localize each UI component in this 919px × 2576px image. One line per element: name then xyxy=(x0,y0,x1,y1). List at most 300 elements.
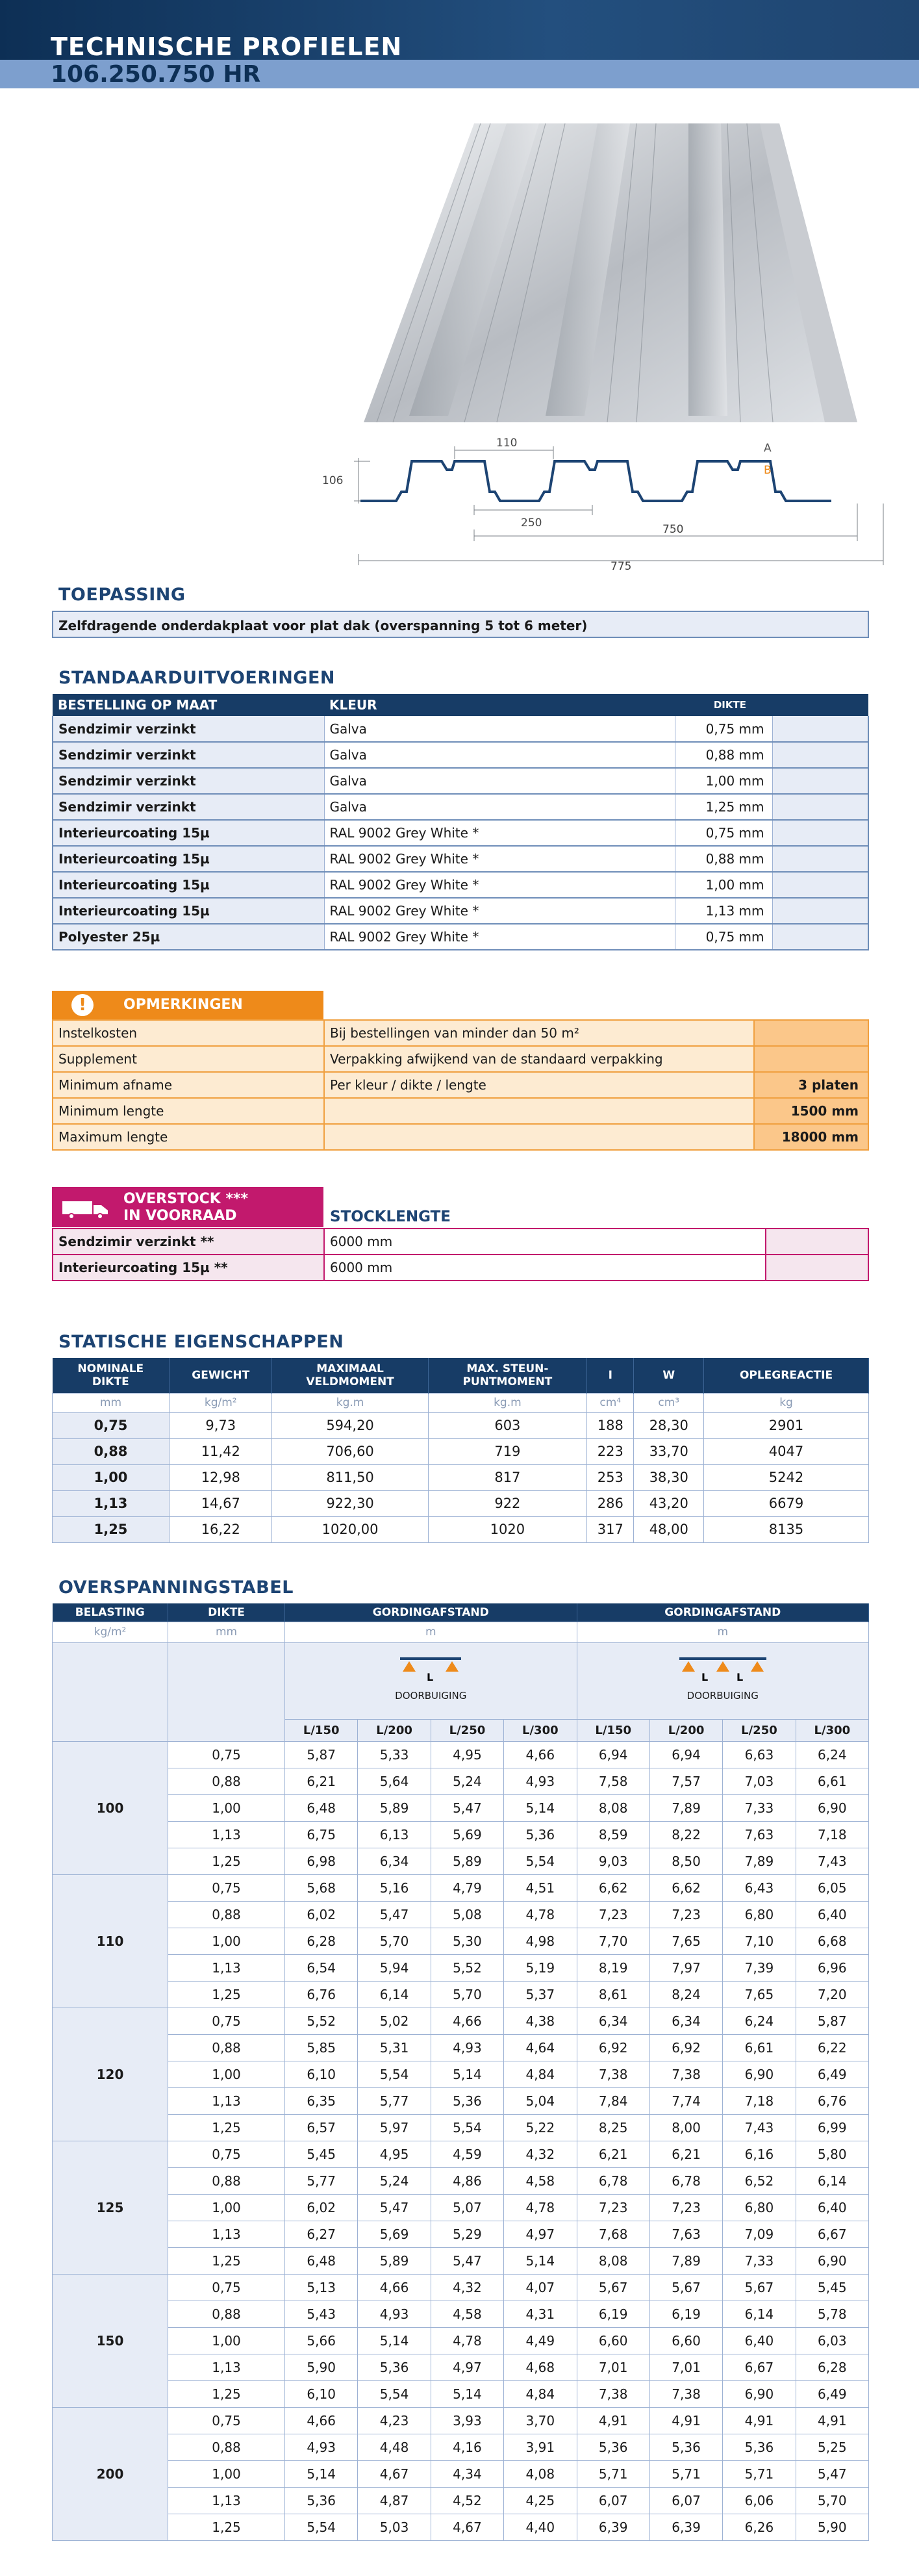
span-value: 3,93 xyxy=(431,2407,503,2434)
opm-cell-value: 1500 mm xyxy=(754,1098,868,1124)
span-value: 6,54 xyxy=(285,1954,358,1981)
span-value: 4,91 xyxy=(577,2407,649,2434)
span-value: 5,30 xyxy=(431,1928,503,1954)
span-value: 4,58 xyxy=(504,2167,577,2194)
overstock-title xyxy=(123,1191,248,1225)
span-value: 6,21 xyxy=(649,2141,722,2167)
stat-header xyxy=(170,1358,272,1393)
span-value: 5,54 xyxy=(358,2380,431,2407)
span-value: 4,95 xyxy=(431,1741,503,1768)
span-empty xyxy=(168,1642,285,1741)
span-value: 5,08 xyxy=(431,1901,503,1928)
span-value: 4,66 xyxy=(431,2008,503,2034)
std-row xyxy=(53,742,868,768)
std-header-empty xyxy=(772,694,868,716)
span-limit: L/200 xyxy=(358,1719,431,1741)
span-value: 7,23 xyxy=(649,2194,722,2221)
span-value: 6,28 xyxy=(796,2354,868,2380)
span-value: 4,31 xyxy=(504,2301,577,2327)
span-value: 4,91 xyxy=(723,2407,796,2434)
span-value: 6,39 xyxy=(649,2514,722,2540)
std-cell-bestelling: Sendzimir verzinkt xyxy=(53,716,324,742)
span-value: 5,54 xyxy=(285,2514,358,2540)
span-value: 6,48 xyxy=(285,2247,358,2274)
span-value: 6,99 xyxy=(796,2114,868,2141)
opm-row xyxy=(53,1072,868,1098)
span-value: 6,96 xyxy=(796,1954,868,1981)
span-row xyxy=(53,1741,869,1768)
span-value: 6,10 xyxy=(285,2380,358,2407)
span-value: 5,45 xyxy=(285,2141,358,2167)
span-value: 5,33 xyxy=(358,1741,431,1768)
stat-cell: 12,98 xyxy=(170,1464,272,1490)
span-value: 5,24 xyxy=(358,2167,431,2194)
span-dikte: 1,25 xyxy=(168,2247,285,2274)
span-value: 4,95 xyxy=(358,2141,431,2167)
stat-cell: 8135 xyxy=(704,1516,869,1542)
span-value: 6,49 xyxy=(796,2061,868,2087)
span-header-dikte: DIKTE xyxy=(168,1603,285,1622)
span-value: 4,93 xyxy=(504,1768,577,1794)
span-row xyxy=(53,2008,869,2034)
span-value: 5,54 xyxy=(504,1848,577,1874)
span-value: 7,39 xyxy=(723,1954,796,1981)
span-limit: L/300 xyxy=(504,1719,577,1741)
span-value: 6,06 xyxy=(723,2487,796,2514)
span-row xyxy=(53,2380,869,2407)
span-value: 7,43 xyxy=(723,2114,796,2141)
stat-cell: 1,25 xyxy=(53,1516,170,1542)
span-value: 6,34 xyxy=(577,2008,649,2034)
span-limit: L/150 xyxy=(577,1719,649,1741)
span-diagram-cell xyxy=(577,1642,869,1719)
span-value: 6,40 xyxy=(796,2194,868,2221)
span-dikte: 1,25 xyxy=(168,2514,285,2540)
span-value: 4,08 xyxy=(504,2460,577,2487)
span-value: 5,71 xyxy=(577,2460,649,2487)
span-value: 6,19 xyxy=(577,2301,649,2327)
stat-header-line1: W xyxy=(662,1368,675,1382)
span-row xyxy=(53,2061,869,2087)
span-value: 8,59 xyxy=(577,1821,649,1848)
span-value: 5,89 xyxy=(431,1848,503,1874)
std-row xyxy=(53,768,868,794)
span-value: 7,23 xyxy=(577,1901,649,1928)
std-cell-kleur: RAL 9002 Grey White * xyxy=(324,820,675,846)
std-cell-kleur: Galva xyxy=(324,716,675,742)
span-value: 5,14 xyxy=(431,2380,503,2407)
span-value: 6,24 xyxy=(796,1741,868,1768)
support-diagram-icon-single xyxy=(395,1647,466,1686)
opm-cell-label: Minimum afname xyxy=(53,1072,324,1098)
stat-cell: 706,60 xyxy=(272,1438,428,1464)
span-value: 5,14 xyxy=(431,2061,503,2087)
span-value: 7,65 xyxy=(723,1981,796,2008)
span-value: 6,63 xyxy=(723,1741,796,1768)
stat-header-line1: MAXIMAAL xyxy=(316,1362,384,1375)
span-value: 4,66 xyxy=(358,2274,431,2301)
statisch-table xyxy=(52,1358,869,1543)
span-value: 6,34 xyxy=(649,2008,722,2034)
span-value: 5,14 xyxy=(285,2460,358,2487)
span-value: 9,03 xyxy=(577,1848,649,1874)
span-value: 6,21 xyxy=(285,1768,358,1794)
span-dikte: 1,13 xyxy=(168,2221,285,2247)
span-value: 6,94 xyxy=(577,1741,649,1768)
span-value: 4,67 xyxy=(358,2460,431,2487)
stat-header xyxy=(634,1358,704,1393)
opm-cell-label: Minimum lengte xyxy=(53,1098,324,1124)
span-value: 5,78 xyxy=(796,2301,868,2327)
stat-row xyxy=(53,1412,869,1438)
opm-row xyxy=(53,1020,868,1046)
span-dikte: 1,00 xyxy=(168,2327,285,2354)
std-cell-kleur: RAL 9002 Grey White * xyxy=(324,924,675,950)
std-row xyxy=(53,716,868,742)
span-value: 8,00 xyxy=(649,2114,722,2141)
span-row xyxy=(53,2327,869,2354)
span-load: 150 xyxy=(53,2274,168,2407)
stat-cell: 28,30 xyxy=(634,1412,704,1438)
span-dikte: 1,00 xyxy=(168,2061,285,2087)
stat-header xyxy=(53,1358,170,1393)
span-value: 5,13 xyxy=(285,2274,358,2301)
span-row xyxy=(53,1768,869,1794)
span-dikte: 1,25 xyxy=(168,2380,285,2407)
span-value: 5,36 xyxy=(577,2434,649,2460)
span-diagram-label: DOORBUIGING xyxy=(395,1689,467,1702)
span-value: 6,03 xyxy=(796,2327,868,2354)
span-value: 5,89 xyxy=(358,2247,431,2274)
span-value: 6,78 xyxy=(577,2167,649,2194)
span-value: 6,27 xyxy=(285,2221,358,2247)
span-value: 6,28 xyxy=(285,1928,358,1954)
span-row xyxy=(53,2167,869,2194)
span-value: 6,76 xyxy=(796,2087,868,2114)
span-value: 4,16 xyxy=(431,2434,503,2460)
span-row xyxy=(53,2087,869,2114)
span-value: 4,84 xyxy=(504,2380,577,2407)
span-dikte: 1,00 xyxy=(168,1928,285,1954)
overstock-row xyxy=(53,1255,868,1281)
span-value: 5,16 xyxy=(358,1874,431,1901)
span-row xyxy=(53,2460,869,2487)
span-value: 5,14 xyxy=(504,1794,577,1821)
std-cell-kleur: RAL 9002 Grey White * xyxy=(324,872,675,898)
span-load: 125 xyxy=(53,2141,168,2274)
std-cell-bestelling: Polyester 25µ xyxy=(53,924,324,950)
span-value: 7,01 xyxy=(649,2354,722,2380)
span-value: 6,90 xyxy=(796,2247,868,2274)
span-value: 7,63 xyxy=(649,2221,722,2247)
std-cell-kleur: Galva xyxy=(324,742,675,768)
span-value: 4,38 xyxy=(504,2008,577,2034)
profile-section-drawing xyxy=(322,432,896,573)
stat-units-row xyxy=(53,1393,869,1412)
span-value: 7,09 xyxy=(723,2221,796,2247)
overstock-row xyxy=(53,1229,868,1255)
span-dikte: 0,75 xyxy=(168,2141,285,2167)
span-value: 8,50 xyxy=(649,1848,722,1874)
stat-header-line1: NOMINALE xyxy=(77,1362,144,1375)
span-row xyxy=(53,2301,869,2327)
span-row xyxy=(53,2487,869,2514)
span-limit: L/250 xyxy=(723,1719,796,1741)
span-dikte: 1,13 xyxy=(168,2487,285,2514)
span-value: 6,60 xyxy=(577,2327,649,2354)
stat-header-line2: PUNTMOMENT xyxy=(462,1375,553,1388)
stat-header xyxy=(587,1358,634,1393)
span-value: 4,25 xyxy=(504,2487,577,2514)
truck-icon xyxy=(61,1199,110,1219)
span-value: 6,07 xyxy=(649,2487,722,2514)
span-dikte: 0,88 xyxy=(168,2301,285,2327)
overstock-cell-length: 6000 mm xyxy=(324,1255,766,1281)
span-value: 7,38 xyxy=(649,2380,722,2407)
span-dikte: 0,88 xyxy=(168,1768,285,1794)
span-value: 5,77 xyxy=(358,2087,431,2114)
span-value: 8,22 xyxy=(649,1821,722,1848)
std-cell-empty xyxy=(772,898,868,924)
span-value: 5,29 xyxy=(431,2221,503,2247)
opm-cell-desc xyxy=(324,1098,754,1124)
span-length-letter: L xyxy=(736,1670,743,1683)
stocklengte-label: STOCKLENGTE xyxy=(330,1208,451,1225)
span-value: 7,58 xyxy=(577,1768,649,1794)
std-row xyxy=(53,924,868,950)
std-cell-empty xyxy=(772,924,868,950)
span-row xyxy=(53,1928,869,1954)
span-load: 110 xyxy=(53,1874,168,2008)
span-value: 5,45 xyxy=(796,2274,868,2301)
span-value: 5,80 xyxy=(796,2141,868,2167)
span-value: 4,66 xyxy=(504,1741,577,1768)
std-cell-empty xyxy=(772,742,868,768)
std-cell-empty xyxy=(772,820,868,846)
span-dikte: 1,13 xyxy=(168,2087,285,2114)
span-dikte: 0,88 xyxy=(168,1901,285,1928)
span-value: 6,40 xyxy=(723,2327,796,2354)
toepassing-text: Zelfdragende onderdakplaat voor plat dak (overspanning 5 tot 6 meter) xyxy=(58,618,588,633)
stat-header-line1: MAX. STEUN- xyxy=(466,1362,549,1375)
span-value: 7,23 xyxy=(649,1901,722,1928)
std-cell-bestelling: Interieurcoating 15µ xyxy=(53,872,324,898)
span-value: 7,10 xyxy=(723,1928,796,1954)
span-value: 4,67 xyxy=(431,2514,503,2540)
span-value: 5,64 xyxy=(358,1768,431,1794)
stat-cell: 38,30 xyxy=(634,1464,704,1490)
span-value: 5,66 xyxy=(285,2327,358,2354)
span-row xyxy=(53,1874,869,1901)
stat-cell: 6679 xyxy=(704,1490,869,1516)
span-value: 7,63 xyxy=(723,1821,796,1848)
dim-106: 106 xyxy=(322,474,344,487)
std-cell-bestelling: Sendzimir verzinkt xyxy=(53,742,324,768)
span-value: 5,69 xyxy=(358,2221,431,2247)
span-value: 6,07 xyxy=(577,2487,649,2514)
toepassing-box xyxy=(52,611,869,638)
span-value: 6,94 xyxy=(649,1741,722,1768)
span-value: 7,18 xyxy=(796,1821,868,1848)
span-row xyxy=(53,1954,869,1981)
stat-header-line1: OPLEGREACTIE xyxy=(739,1368,833,1382)
span-value: 5,47 xyxy=(358,2194,431,2221)
span-value: 4,91 xyxy=(649,2407,722,2434)
overstock-cell-length: 6000 mm xyxy=(324,1229,766,1255)
statisch-title: STATISCHE EIGENSCHAPPEN xyxy=(58,1332,344,1352)
span-value: 4,84 xyxy=(504,2061,577,2087)
span-value: 6,02 xyxy=(285,2194,358,2221)
opmerkingen-header xyxy=(52,991,323,1019)
span-value: 4,32 xyxy=(431,2274,503,2301)
stat-cell: 9,73 xyxy=(170,1412,272,1438)
stat-cell: 253 xyxy=(587,1464,634,1490)
stat-cell: 223 xyxy=(587,1438,634,1464)
opm-cell-desc: Bij bestellingen van minder dan 50 m² xyxy=(324,1020,754,1046)
span-value: 6,16 xyxy=(723,2141,796,2167)
span-value: 4,64 xyxy=(504,2034,577,2061)
span-value: 4,78 xyxy=(431,2327,503,2354)
span-value: 7,38 xyxy=(577,2061,649,2087)
span-value: 5,19 xyxy=(504,1954,577,1981)
span-value: 5,47 xyxy=(796,2460,868,2487)
stat-cell: 922 xyxy=(428,1490,586,1516)
stat-cell: 817 xyxy=(428,1464,586,1490)
stat-unit: kg/m² xyxy=(170,1393,272,1412)
toepassing-title: TOEPASSING xyxy=(58,585,186,605)
span-value: 6,14 xyxy=(796,2167,868,2194)
span-value: 4,49 xyxy=(504,2327,577,2354)
span-dikte: 0,75 xyxy=(168,2274,285,2301)
span-dikte: 1,25 xyxy=(168,1848,285,1874)
span-row xyxy=(53,1901,869,1928)
span-value: 5,14 xyxy=(504,2247,577,2274)
span-value: 7,38 xyxy=(649,2061,722,2087)
span-dikte: 0,88 xyxy=(168,2034,285,2061)
std-cell-dikte: 0,88 mm xyxy=(675,742,772,768)
stat-row xyxy=(53,1516,869,1542)
span-dikte: 1,25 xyxy=(168,2114,285,2141)
span-value: 7,89 xyxy=(723,1848,796,1874)
stat-header-line1: I xyxy=(608,1368,612,1382)
span-value: 5,71 xyxy=(649,2460,722,2487)
stat-cell: 0,88 xyxy=(53,1438,170,1464)
span-value: 6,90 xyxy=(723,2061,796,2087)
span-row xyxy=(53,1794,869,1821)
std-cell-bestelling: Interieurcoating 15µ xyxy=(53,898,324,924)
span-value: 8,24 xyxy=(649,1981,722,2008)
stat-header-line2: VELDMOMENT xyxy=(306,1375,394,1388)
span-row xyxy=(53,2034,869,2061)
span-row xyxy=(53,2407,869,2434)
span-value: 4,32 xyxy=(504,2141,577,2167)
stat-cell: 188 xyxy=(587,1412,634,1438)
stat-cell: 14,67 xyxy=(170,1490,272,1516)
stat-cell: 317 xyxy=(587,1516,634,1542)
span-dikte: 0,75 xyxy=(168,1741,285,1768)
span-value: 7,57 xyxy=(649,1768,722,1794)
span-limit: L/150 xyxy=(285,1719,358,1741)
span-value: 5,97 xyxy=(358,2114,431,2141)
span-value: 4,51 xyxy=(504,1874,577,1901)
span-value: 5,04 xyxy=(504,2087,577,2114)
span-value: 5,47 xyxy=(431,1794,503,1821)
page-header xyxy=(0,0,919,90)
stat-cell: 603 xyxy=(428,1412,586,1438)
label-b: B xyxy=(764,464,772,477)
span-unit: m xyxy=(285,1622,577,1642)
std-row xyxy=(53,898,868,924)
stat-header xyxy=(428,1358,586,1393)
span-value: 5,22 xyxy=(504,2114,577,2141)
span-dikte: 1,13 xyxy=(168,2354,285,2380)
span-value: 5,85 xyxy=(285,2034,358,2061)
span-row xyxy=(53,2274,869,2301)
span-value: 6,02 xyxy=(285,1901,358,1928)
span-value: 5,67 xyxy=(649,2274,722,2301)
span-value: 5,71 xyxy=(723,2460,796,2487)
span-value: 7,23 xyxy=(577,2194,649,2221)
span-value: 5,90 xyxy=(285,2354,358,2380)
span-dikte: 1,00 xyxy=(168,2194,285,2221)
span-value: 5,70 xyxy=(796,2487,868,2514)
span-value: 6,13 xyxy=(358,1821,431,1848)
span-empty xyxy=(53,1642,168,1741)
span-value: 5,43 xyxy=(285,2301,358,2327)
stat-cell: 4047 xyxy=(704,1438,869,1464)
span-value: 7,33 xyxy=(723,1794,796,1821)
span-value: 4,68 xyxy=(504,2354,577,2380)
overstock-cell-empty xyxy=(766,1229,868,1255)
opm-cell-desc xyxy=(324,1124,754,1150)
span-value: 7,65 xyxy=(649,1928,722,1954)
span-value: 6,05 xyxy=(796,1874,868,1901)
span-units-row xyxy=(53,1622,869,1642)
span-value: 4,79 xyxy=(431,1874,503,1901)
span-value: 5,03 xyxy=(358,2514,431,2540)
span-value: 5,94 xyxy=(358,1954,431,1981)
stat-unit: cm⁴ xyxy=(587,1393,634,1412)
opm-cell-desc: Per kleur / dikte / lengte xyxy=(324,1072,754,1098)
span-header-gording2: GORDINGAFSTAND xyxy=(577,1603,869,1622)
span-diagram-label: DOORBUIGING xyxy=(686,1689,759,1702)
span-value: 6,14 xyxy=(358,1981,431,2008)
span-row xyxy=(53,2194,869,2221)
stat-cell: 43,20 xyxy=(634,1490,704,1516)
span-value: 4,34 xyxy=(431,2460,503,2487)
span-row xyxy=(53,2114,869,2141)
span-value: 4,48 xyxy=(358,2434,431,2460)
span-value: 5,07 xyxy=(431,2194,503,2221)
span-value: 4,93 xyxy=(431,2034,503,2061)
span-value: 6,80 xyxy=(723,2194,796,2221)
stat-cell: 286 xyxy=(587,1490,634,1516)
std-row xyxy=(53,846,868,872)
span-value: 6,49 xyxy=(796,2380,868,2407)
span-load: 200 xyxy=(53,2407,168,2540)
span-value: 4,97 xyxy=(504,2221,577,2247)
span-value: 5,37 xyxy=(504,1981,577,2008)
span-value: 7,68 xyxy=(577,2221,649,2247)
span-value: 5,24 xyxy=(431,1768,503,1794)
std-header-dikte: DIKTE xyxy=(675,694,772,716)
span-value: 5,36 xyxy=(649,2434,722,2460)
span-value: 6,21 xyxy=(577,2141,649,2167)
overspanning-table xyxy=(52,1603,869,2541)
std-cell-dikte: 1,00 mm xyxy=(675,872,772,898)
span-value: 6,26 xyxy=(723,2514,796,2540)
span-value: 5,69 xyxy=(431,1821,503,1848)
